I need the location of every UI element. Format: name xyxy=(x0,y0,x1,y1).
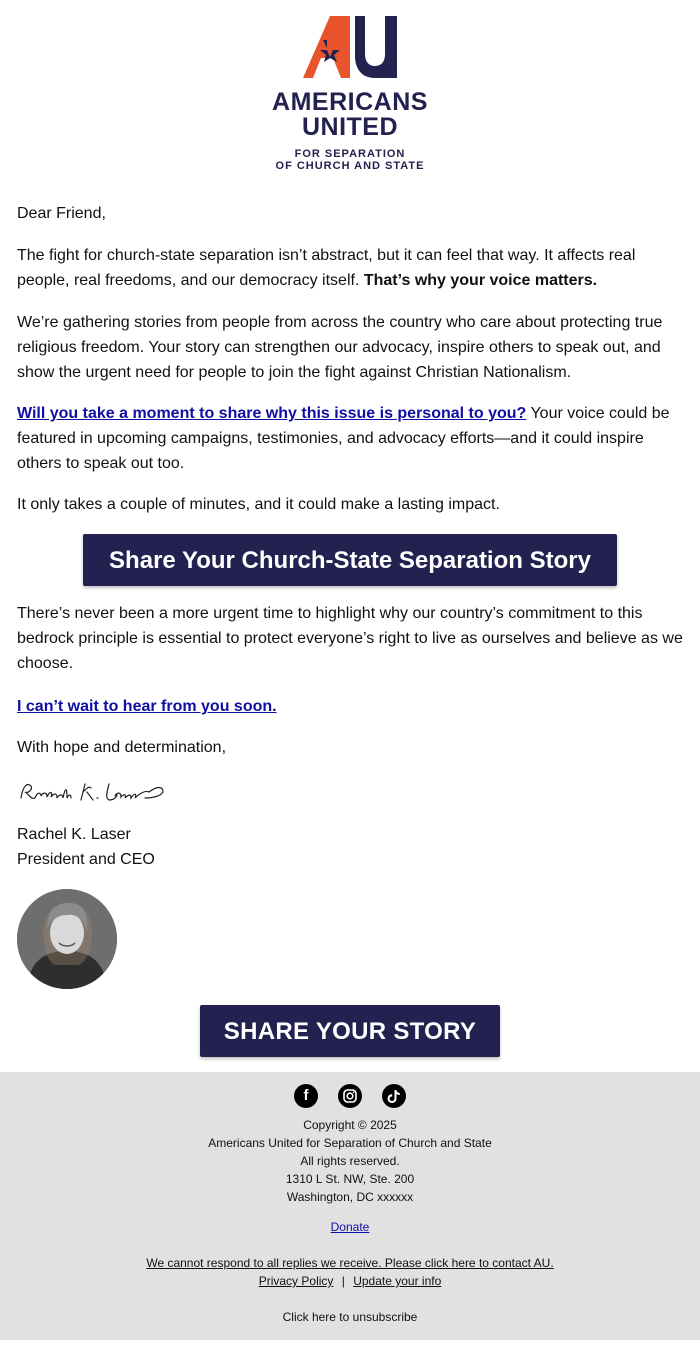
logo-subtitle-line1: FOR SEPARATION xyxy=(294,148,406,160)
footer-links xyxy=(0,1272,700,1290)
footer-separator: | xyxy=(341,1274,345,1288)
facebook-icon[interactable]: f xyxy=(294,1084,318,1108)
paragraph-2: We’re gathering stories from people from across the country who care about protecting true religious freedom. Your story can strengthen our advocacy, inspire others to speak out, and show the urgent need for people to join the fight against Christian Nationalism. xyxy=(17,314,663,381)
donate-link[interactable]: Donate xyxy=(330,1220,370,1234)
share-story-link[interactable]: Will you take a moment to share why this issue is personal to you? xyxy=(17,405,527,422)
signer-block xyxy=(17,822,155,872)
paragraph-5: There’s never been a more urgent time to highlight why our country’s commitment to this bedrock principle is essential to protect everyone’s right to live as ourselves and believe as we choose. xyxy=(17,605,683,672)
hear-from-you-link[interactable]: I can’t wait to hear from you soon. xyxy=(17,698,277,715)
privacy-policy-link[interactable]: Privacy Policy xyxy=(258,1274,334,1288)
unsubscribe-row xyxy=(0,1308,700,1326)
signer-name: Rachel K. Laser xyxy=(17,826,131,843)
paragraph-6 xyxy=(17,694,277,719)
logo-subtitle-line2: OF CHURCH AND STATE xyxy=(275,160,425,172)
share-story-cta-button[interactable]: Share Your Church-State Separation Story xyxy=(83,534,617,586)
copyright: Copyright © 2025 xyxy=(303,1118,397,1132)
rights: All rights reserved. xyxy=(300,1154,400,1168)
social-links xyxy=(0,1084,700,1108)
org-name: Americans United for Separation of Church and State xyxy=(208,1136,492,1150)
greeting: Dear Friend, xyxy=(17,205,106,222)
tiktok-icon[interactable] xyxy=(382,1084,406,1108)
paragraph-3 xyxy=(17,401,687,476)
paragraph-1 xyxy=(17,243,687,293)
unsubscribe-link[interactable]: Click here to unsubscribe xyxy=(282,1310,418,1324)
instagram-icon[interactable] xyxy=(338,1084,362,1108)
paragraph-1-text: The fight for church-state separation isn’t abstract, but it can feel that way. It affects real people, real freedoms, and our democracy itself. xyxy=(17,247,636,289)
paragraph-3-text: Your voice could be featured in upcoming campaigns, testimonies, and advocacy efforts—and it could inspire others to speak out too. xyxy=(17,405,670,472)
footer xyxy=(0,1072,700,1340)
address-line-2: Washington, DC xxxxxx xyxy=(286,1190,414,1204)
au-logo-mark-icon xyxy=(303,16,397,78)
address-line-1: 1310 L St. NW, Ste. 200 xyxy=(285,1172,415,1186)
signature-image xyxy=(17,772,167,806)
update-info-link[interactable]: Update your info xyxy=(353,1274,442,1288)
closing: With hope and determination, xyxy=(17,739,227,756)
signer-title: President and CEO xyxy=(17,851,155,868)
paragraph-1-bold: That’s why your voice matters. xyxy=(363,272,598,289)
share-your-story-button[interactable]: SHARE YOUR STORY xyxy=(200,1005,500,1057)
portrait-image xyxy=(17,889,117,989)
logo-text-united: UNITED xyxy=(301,113,399,141)
contact-au-link[interactable]: We cannot respond to all replies we receive. Please click here to contact AU. xyxy=(146,1256,554,1270)
donate-row xyxy=(0,1218,700,1236)
footer-info xyxy=(0,1116,700,1206)
reply-note-row xyxy=(0,1254,700,1272)
avatar xyxy=(17,889,117,989)
logo-text-americans: AMERICANS xyxy=(272,88,428,116)
paragraph-4: It only takes a couple of minutes, and it could make a lasting impact. xyxy=(17,496,500,513)
logo[interactable] xyxy=(0,0,700,172)
logo-subtitle xyxy=(276,148,425,172)
